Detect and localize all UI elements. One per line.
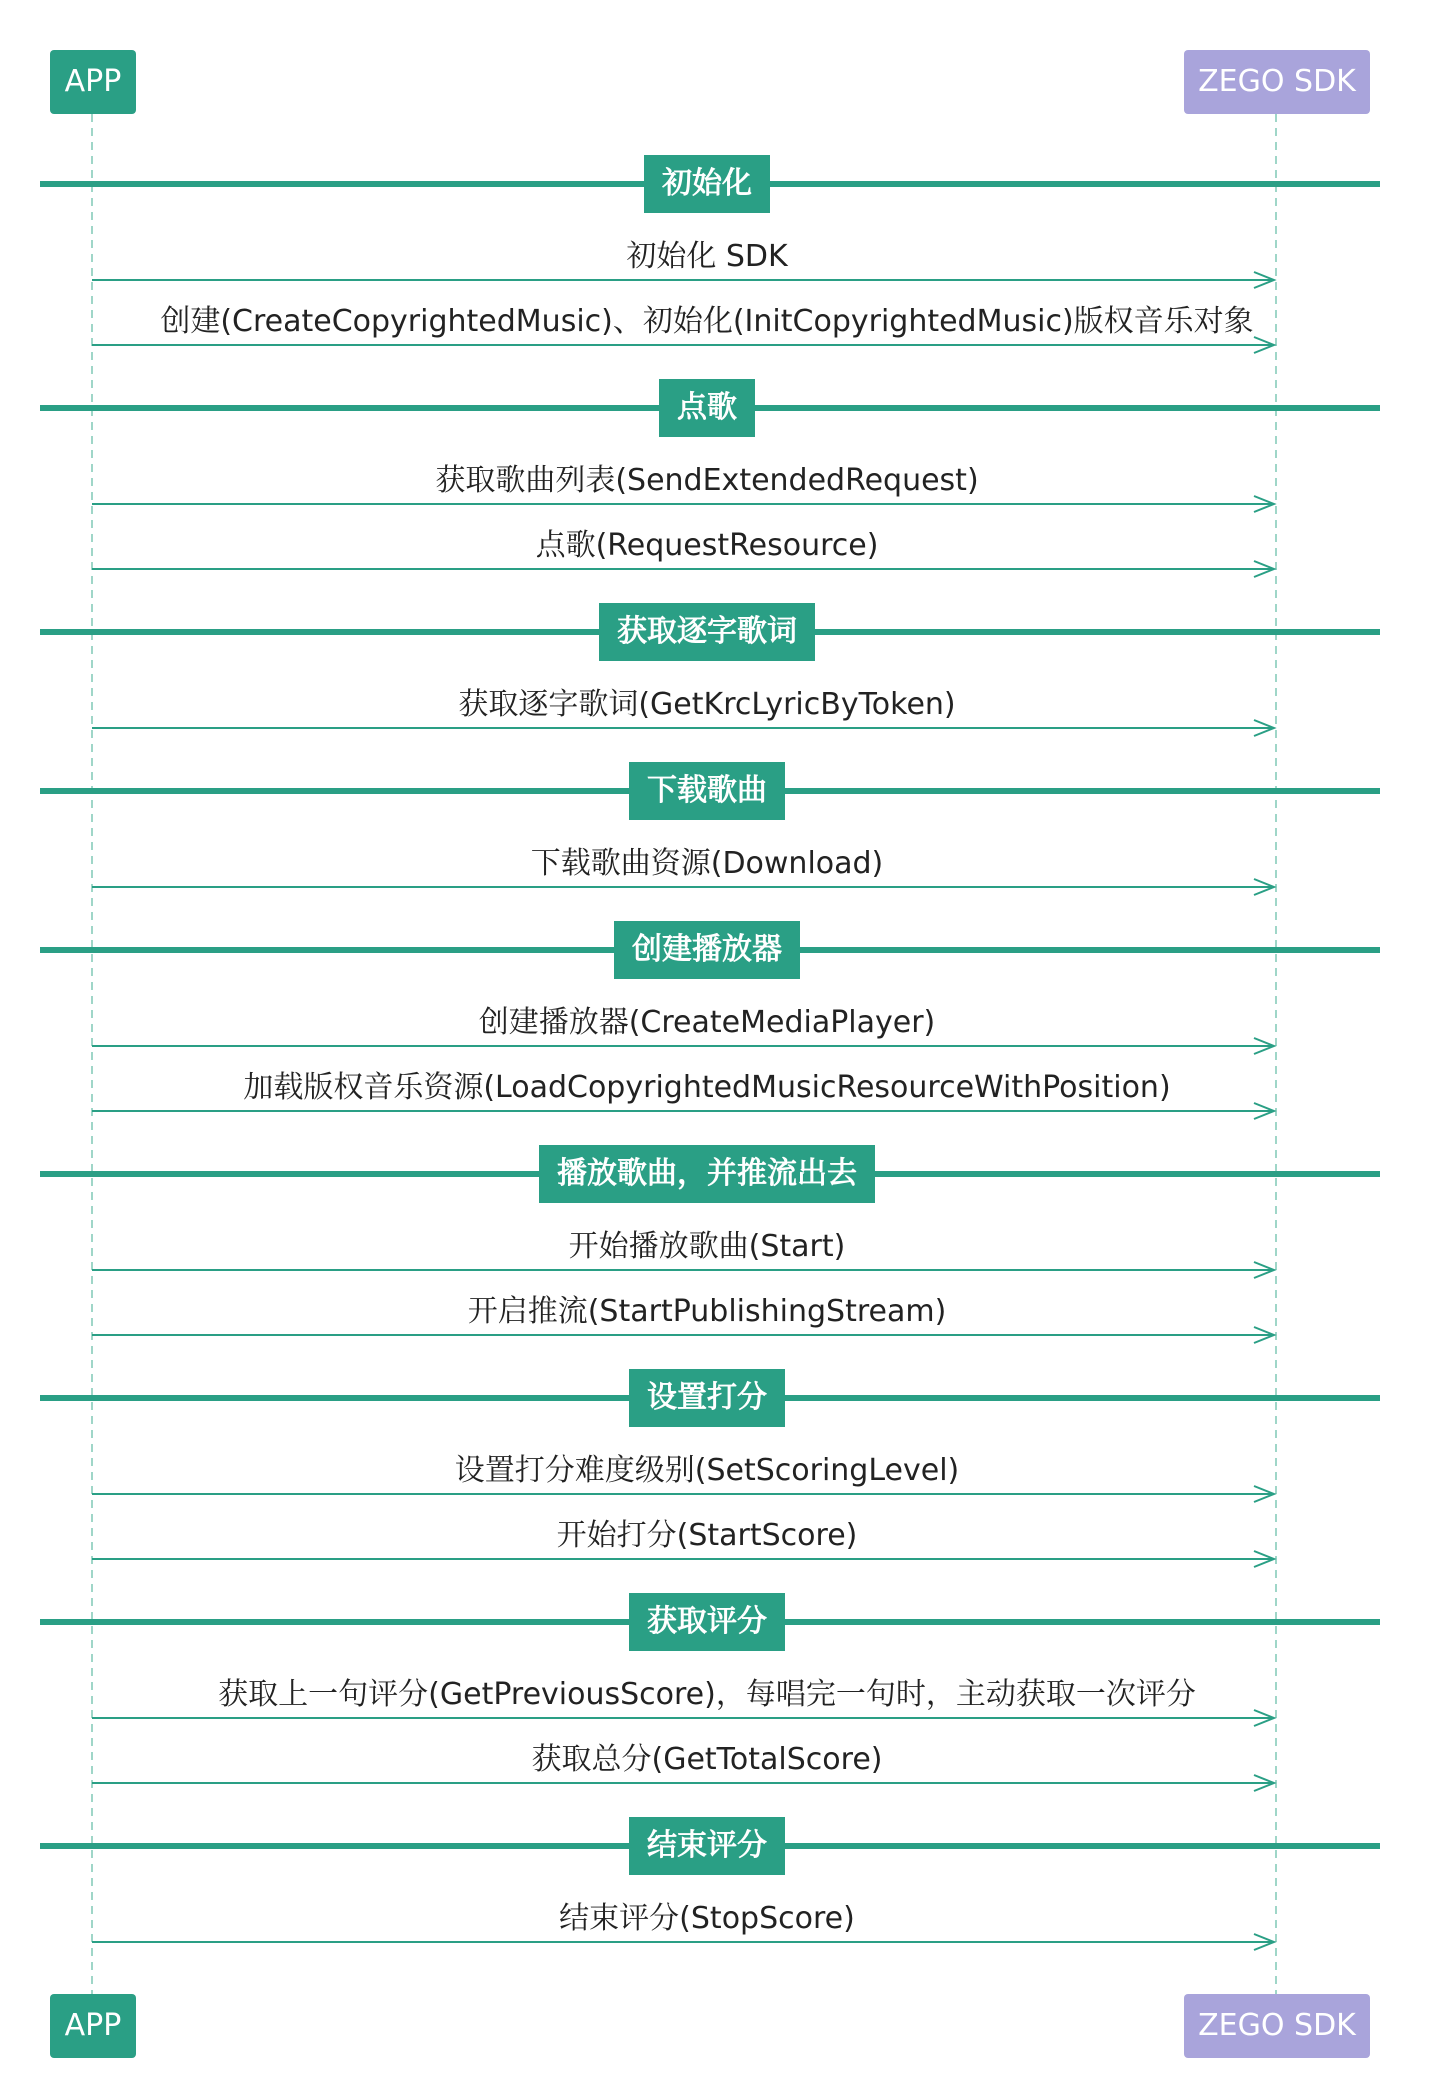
section-title: 设置打分 (629, 1369, 785, 1427)
section-title: 获取逐字歌词 (599, 603, 815, 661)
section-title: 获取评分 (629, 1593, 785, 1651)
section-title: 下载歌曲 (629, 762, 785, 820)
message-label: 点歌(RequestResource) (535, 528, 879, 563)
message-arrow (92, 720, 1274, 736)
message-arrow (92, 1775, 1274, 1791)
message-label: 结束评分(StopScore) (559, 1901, 855, 1936)
message-label: 加载版权音乐资源(LoadCopyrightedMusicResourceWithPosition) (243, 1070, 1171, 1105)
sdk-actor-top: ZEGO SDK (1184, 50, 1370, 114)
message-label: 开始播放歌曲(Start) (568, 1229, 846, 1264)
section-title: 点歌 (659, 379, 755, 437)
message-label: 设置打分难度级别(SetScoringLevel) (454, 1453, 960, 1488)
message-arrow (92, 337, 1274, 353)
section-title: 播放歌曲，并推流出去 (539, 1145, 875, 1203)
message-label: 获取歌曲列表(SendExtendedRequest) (435, 463, 979, 498)
message-label: 下载歌曲资源(Download) (530, 846, 884, 881)
message-arrow (92, 1551, 1274, 1567)
message-label: 获取总分(GetTotalScore) (531, 1742, 883, 1777)
message-label: 获取逐字歌词(GetKrcLyricByToken) (458, 687, 956, 722)
app-actor-bottom: APP (50, 1994, 136, 2058)
message-arrow (92, 1327, 1274, 1343)
app-actor-top: APP (50, 50, 136, 114)
message-arrow (92, 1710, 1274, 1726)
sdk-actor-bottom: ZEGO SDK (1184, 1994, 1370, 2058)
message-arrow (92, 1486, 1274, 1502)
message-arrow (92, 1038, 1274, 1054)
message-arrow (92, 1262, 1274, 1278)
message-arrow (92, 1103, 1274, 1119)
message-label: 开始打分(StartScore) (556, 1518, 858, 1553)
message-arrow (92, 561, 1274, 577)
message-arrow (92, 879, 1274, 895)
message-label: 开启推流(StartPublishingStream) (467, 1294, 947, 1329)
section-title: 初始化 (644, 155, 770, 213)
message-arrow (92, 272, 1274, 288)
section-title: 结束评分 (629, 1817, 785, 1875)
message-arrow (92, 1934, 1274, 1950)
message-label: 初始化 SDK (626, 239, 788, 274)
message-label: 创建播放器(CreateMediaPlayer) (478, 1005, 936, 1040)
message-label: 创建(CreateCopyrightedMusic)、初始化(InitCopyrightedMusic)版权音乐对象 (160, 304, 1254, 339)
message-label: 获取上一句评分(GetPreviousScore)，每唱完一句时，主动获取一次评分 (218, 1677, 1196, 1712)
section-title: 创建播放器 (614, 921, 800, 979)
message-arrow (92, 496, 1274, 512)
